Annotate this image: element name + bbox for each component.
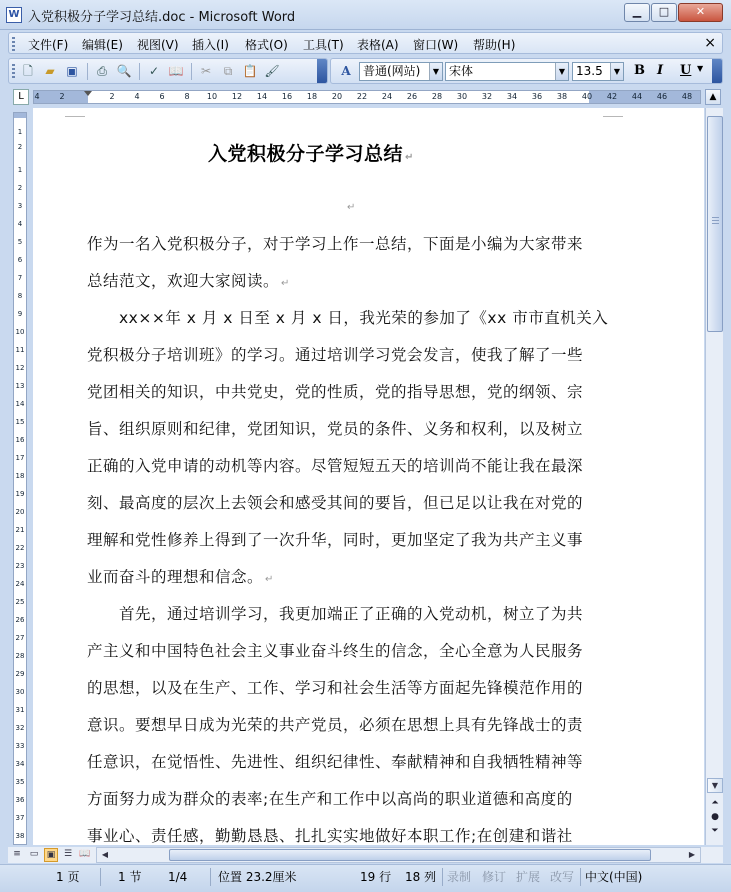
ruler-tick: 8	[184, 92, 190, 101]
vruler-tick: 28	[15, 652, 25, 660]
ruler-tick: 48	[681, 92, 693, 101]
toolbar-options-icon[interactable]	[712, 59, 722, 83]
vruler-tick: 32	[15, 724, 25, 732]
status-divider	[442, 868, 443, 886]
text-line[interactable]: 意识。要想早日成为光荣的共产党员，必须在思想上具有先锋战士的责	[87, 716, 584, 734]
ruler-tick: 44	[631, 92, 643, 101]
document-title[interactable]	[208, 139, 414, 166]
scroll-grip-icon	[712, 217, 719, 225]
ruler-row	[0, 88, 731, 106]
chevron-down-icon[interactable]: ▼	[555, 63, 568, 80]
toolbar-divider	[191, 63, 192, 80]
font-size-combo[interactable]	[572, 62, 624, 81]
status-position: 位置 23.2厘米	[218, 870, 297, 884]
vruler-tick: 9	[17, 310, 23, 318]
status-divider	[100, 868, 101, 886]
text-line[interactable]	[87, 269, 290, 291]
menu-tools[interactable]: 工具(T)	[303, 38, 344, 52]
status-line: 19 行	[360, 870, 392, 884]
ruler-tick: 30	[456, 92, 468, 101]
paste-icon[interactable]: 📋	[242, 64, 258, 78]
formatting-toolbar	[330, 58, 723, 84]
open-folder-icon[interactable]: ▰	[45, 64, 55, 78]
status-overtype[interactable]: 改写	[550, 870, 575, 884]
vruler-tick: 16	[15, 436, 25, 444]
vruler-tick: 30	[15, 688, 25, 696]
text-line-content: 总结范文，欢迎大家阅读。	[87, 272, 280, 290]
text-line[interactable]: 方面努力成为群众的表率;在生产和工作中以高尚的职业道德和高度的	[87, 790, 573, 808]
text-line[interactable]: 党积极分子培训班》的学习。通过培训学习党会发言，使我了解了一些	[87, 346, 584, 364]
save-icon[interactable]: ▣	[66, 64, 78, 78]
menu-file[interactable]: 文件(F)	[28, 38, 69, 52]
toolbar-divider	[139, 63, 140, 80]
vruler-tick: 37	[15, 814, 25, 822]
cut-icon[interactable]: ✂	[200, 64, 212, 78]
vruler-tick: 29	[15, 670, 25, 678]
page-corner-mark	[603, 116, 623, 117]
reading-layout-view-icon[interactable]: 📖	[79, 849, 91, 859]
status-track-changes[interactable]: 修订	[482, 870, 507, 884]
spelling-icon[interactable]: ✓	[148, 64, 160, 78]
vruler-tick: 27	[15, 634, 25, 642]
font-size-value: 13.5	[576, 64, 603, 78]
ruler-tick: 16	[281, 92, 293, 101]
text-line[interactable]: 刻、最高度的层次上去领会和感受其间的要旨，但已足以让我在对党的	[87, 494, 584, 512]
status-bar	[0, 864, 731, 892]
menu-insert[interactable]: 插入(I)	[192, 38, 229, 52]
vruler-tick: 24	[15, 580, 25, 588]
chevron-down-icon[interactable]: ▼	[429, 63, 442, 80]
menu-grip-icon[interactable]	[12, 37, 15, 51]
vruler-tick: 23	[15, 562, 25, 570]
vruler-tick: 15	[15, 418, 25, 426]
italic-button[interactable]: I	[657, 63, 664, 78]
text-line[interactable]: 事业心、责任感，勤勤恳恳、扎扎实实地做好本职工作;在创建和谐社	[87, 827, 573, 845]
scroll-left-icon[interactable]: ◀	[101, 850, 109, 859]
style-combo[interactable]	[359, 62, 443, 81]
vruler-tick: 19	[15, 490, 25, 498]
text-line[interactable]: 理解和党性修养上得到了一次升华，同时，更加坚定了我为共产主义事	[87, 531, 584, 549]
maximize-button[interactable]: □	[651, 3, 677, 22]
ruler-tick: 18	[306, 92, 318, 101]
paragraph-mark: ↵	[281, 278, 290, 289]
font-value: 宋体	[449, 64, 474, 78]
menu-view[interactable]: 视图(V)	[137, 38, 179, 52]
text-line[interactable]: 作为一名入党积极分子，对于学习上作一总结，下面是小编为大家带来	[87, 235, 584, 253]
status-pages: 1/4	[168, 870, 188, 884]
close-document-button[interactable]: ×	[704, 35, 716, 51]
vruler-tick: 38	[15, 832, 25, 840]
ruler-tick: 42	[606, 92, 618, 101]
document-page[interactable]	[33, 108, 704, 845]
status-record[interactable]: 录制	[447, 870, 472, 884]
vertical-scroll-thumb[interactable]	[707, 116, 723, 332]
close-window-button[interactable]: ✕	[678, 3, 723, 22]
ruler-tick: 6	[159, 92, 165, 101]
text-line[interactable]: 任意识，在觉悟性、先进性、组织纪律性、奉献精神和自我牺牲精神等	[87, 753, 584, 771]
scroll-down-icon[interactable]: ▼	[707, 778, 723, 793]
menu-table[interactable]: 表格(A)	[357, 38, 399, 52]
ruler-tick: 4	[34, 92, 40, 101]
text-line[interactable]	[87, 565, 274, 587]
vruler-tick: 18	[15, 472, 25, 480]
vruler-tick: 12	[15, 364, 25, 372]
vruler-tick: 36	[15, 796, 25, 804]
ruler-tick: 36	[531, 92, 543, 101]
menu-format[interactable]: 格式(O)	[245, 38, 288, 52]
print-layout-view-icon[interactable]: ▣	[44, 848, 58, 862]
horizontal-scroll-thumb[interactable]	[169, 849, 651, 861]
text-line[interactable]: 产主义和中国特色社会主义事业奋斗终生的信念，全心全意为人民服务	[87, 642, 584, 660]
vruler-tick: 1	[17, 166, 23, 174]
vruler-tick: 20	[15, 508, 25, 516]
vertical-scrollbar[interactable]	[705, 108, 723, 845]
vruler-tick: 14	[15, 400, 25, 408]
ruler-tick: 26	[406, 92, 418, 101]
top-margin-area	[14, 113, 26, 118]
standard-toolbar	[8, 58, 328, 84]
document-title-text: 入党积极分子学习总结	[208, 143, 404, 165]
document-canvas[interactable]	[33, 108, 704, 845]
status-divider	[210, 868, 211, 886]
vruler-tick: 4	[17, 220, 23, 228]
text-line[interactable]: 党团相关的知识，中共党史，党的性质，党的指导思想，党的纲领、宗	[87, 383, 584, 401]
vruler-tick: 35	[15, 778, 25, 786]
vruler-tick: 21	[15, 526, 25, 534]
vruler-tick: 1	[17, 128, 23, 136]
word-app-icon[interactable]: W	[6, 7, 22, 23]
ruler-tick: 40	[581, 92, 593, 101]
status-section: 1 节	[118, 870, 142, 884]
status-divider	[580, 868, 581, 886]
ruler-tick: 2	[109, 92, 115, 101]
text-line[interactable]: 旨、组织原则和纪律，党团知识，党员的条件、义务和权利，以及树立	[87, 420, 584, 438]
chevron-down-icon[interactable]: ▼	[697, 64, 704, 73]
ruler-tick: 4	[134, 92, 140, 101]
ruler-tick: 38	[556, 92, 568, 101]
status-extend[interactable]: 扩展	[516, 870, 541, 884]
outline-view-icon[interactable]: ☰	[63, 849, 73, 859]
ruler-tick: 24	[381, 92, 393, 101]
vruler-tick: 3	[17, 202, 23, 210]
vruler-tick: 11	[15, 346, 25, 354]
paragraph-mark: ↵	[347, 202, 356, 213]
print-preview-icon[interactable]: 🔍	[116, 64, 132, 78]
window-title: 入党积极分子学习总结.doc - Microsoft Word	[28, 10, 296, 25]
normal-view-icon[interactable]: ≡	[13, 849, 21, 859]
paragraph-mark: ↵	[265, 574, 274, 585]
format-painter-icon[interactable]: 🖌	[264, 64, 280, 78]
vruler-tick: 22	[15, 544, 25, 552]
styles-formatting-icon[interactable]: A	[341, 64, 351, 78]
vruler-tick: 10	[15, 328, 25, 336]
chevron-down-icon[interactable]: ▼	[610, 63, 623, 80]
underline-button[interactable]: U	[680, 63, 692, 78]
bold-button[interactable]: B	[634, 63, 645, 78]
menu-bar	[8, 32, 723, 54]
ruler-tick: 2	[59, 92, 65, 101]
scroll-right-icon[interactable]: ▶	[688, 850, 696, 859]
style-value: 普通(网站)	[363, 64, 421, 78]
horizontal-bar	[8, 847, 723, 863]
page-corner-mark	[65, 116, 85, 117]
menu-help[interactable]: 帮助(H)	[473, 38, 516, 52]
print-icon[interactable]: ⎙	[97, 64, 107, 78]
first-line-indent-marker[interactable]	[84, 91, 92, 96]
vruler-tick: 2	[17, 184, 23, 192]
view-ruler-button[interactable]: ▲	[705, 89, 721, 105]
font-combo[interactable]	[445, 62, 569, 81]
text-line[interactable]: 首先，通过培训学习，我更加端正了正确的入党动机，树立了为共	[87, 605, 584, 623]
menu-edit[interactable]: 编辑(E)	[82, 38, 123, 52]
previous-page-icon[interactable]: ⏶	[711, 798, 719, 808]
vruler-tick: 26	[15, 616, 25, 624]
menu-window[interactable]: 窗口(W)	[413, 38, 459, 52]
vruler-tick: 33	[15, 742, 25, 750]
ruler-tick: 46	[656, 92, 668, 101]
toolbar-grip-icon[interactable]	[12, 64, 15, 79]
vruler-tick: 13	[15, 382, 25, 390]
web-layout-view-icon[interactable]: ▭	[29, 849, 39, 859]
vruler-tick: 6	[17, 256, 23, 264]
vertical-ruler[interactable]	[13, 112, 27, 845]
research-icon[interactable]: 📖	[168, 64, 184, 78]
text-line[interactable]: 的思想，以及在生产、工作、学习和社会生活等方面起先锋模范作用的	[87, 679, 584, 697]
next-page-icon[interactable]: ⏷	[711, 826, 719, 836]
text-line[interactable]: xx××年 x 月 x 日至 x 月 x 日，我光荣的参加了《xx 市市直机关入	[87, 309, 609, 327]
ruler-tick: 22	[356, 92, 368, 101]
horizontal-ruler[interactable]	[33, 90, 701, 104]
title-bar	[0, 0, 731, 30]
ruler-tick: 34	[506, 92, 518, 101]
ruler-tick: 32	[481, 92, 493, 101]
new-document-icon[interactable]: 🗋	[23, 64, 33, 78]
status-page: 1 页	[56, 870, 80, 884]
vruler-tick: 8	[17, 292, 23, 300]
toolbar-divider	[87, 63, 88, 80]
toolbar-options-icon[interactable]	[317, 59, 327, 83]
ruler-tick: 28	[431, 92, 443, 101]
text-line-content: 业而奋斗的理想和信念。	[87, 568, 264, 586]
vruler-tick: 7	[17, 274, 23, 282]
paragraph-mark: ↵	[405, 152, 414, 163]
ruler-tick: 10	[206, 92, 218, 101]
status-language[interactable]: 中文(中国)	[585, 870, 643, 884]
ruler-tick: 12	[231, 92, 243, 101]
minimize-button[interactable]: ▁	[624, 3, 650, 22]
vruler-tick: 25	[15, 598, 25, 606]
ruler-tick: 14	[256, 92, 268, 101]
vruler-tick: 31	[15, 706, 25, 714]
status-column: 18 列	[405, 870, 437, 884]
horizontal-scrollbar[interactable]	[96, 847, 701, 863]
copy-icon[interactable]: ⧉	[223, 64, 233, 78]
vruler-tick: 34	[15, 760, 25, 768]
text-line[interactable]: 正确的入党申请的动机等内容。尽管短短五天的培训尚不能让我在最深	[87, 457, 584, 475]
vruler-tick: 17	[15, 454, 25, 462]
vruler-tick: 5	[17, 238, 23, 246]
select-browse-object-icon[interactable]: ●	[711, 812, 719, 822]
ruler-tick: 20	[331, 92, 343, 101]
vruler-tick: 2	[17, 143, 23, 151]
tab-selector-button[interactable]: L	[13, 89, 29, 105]
